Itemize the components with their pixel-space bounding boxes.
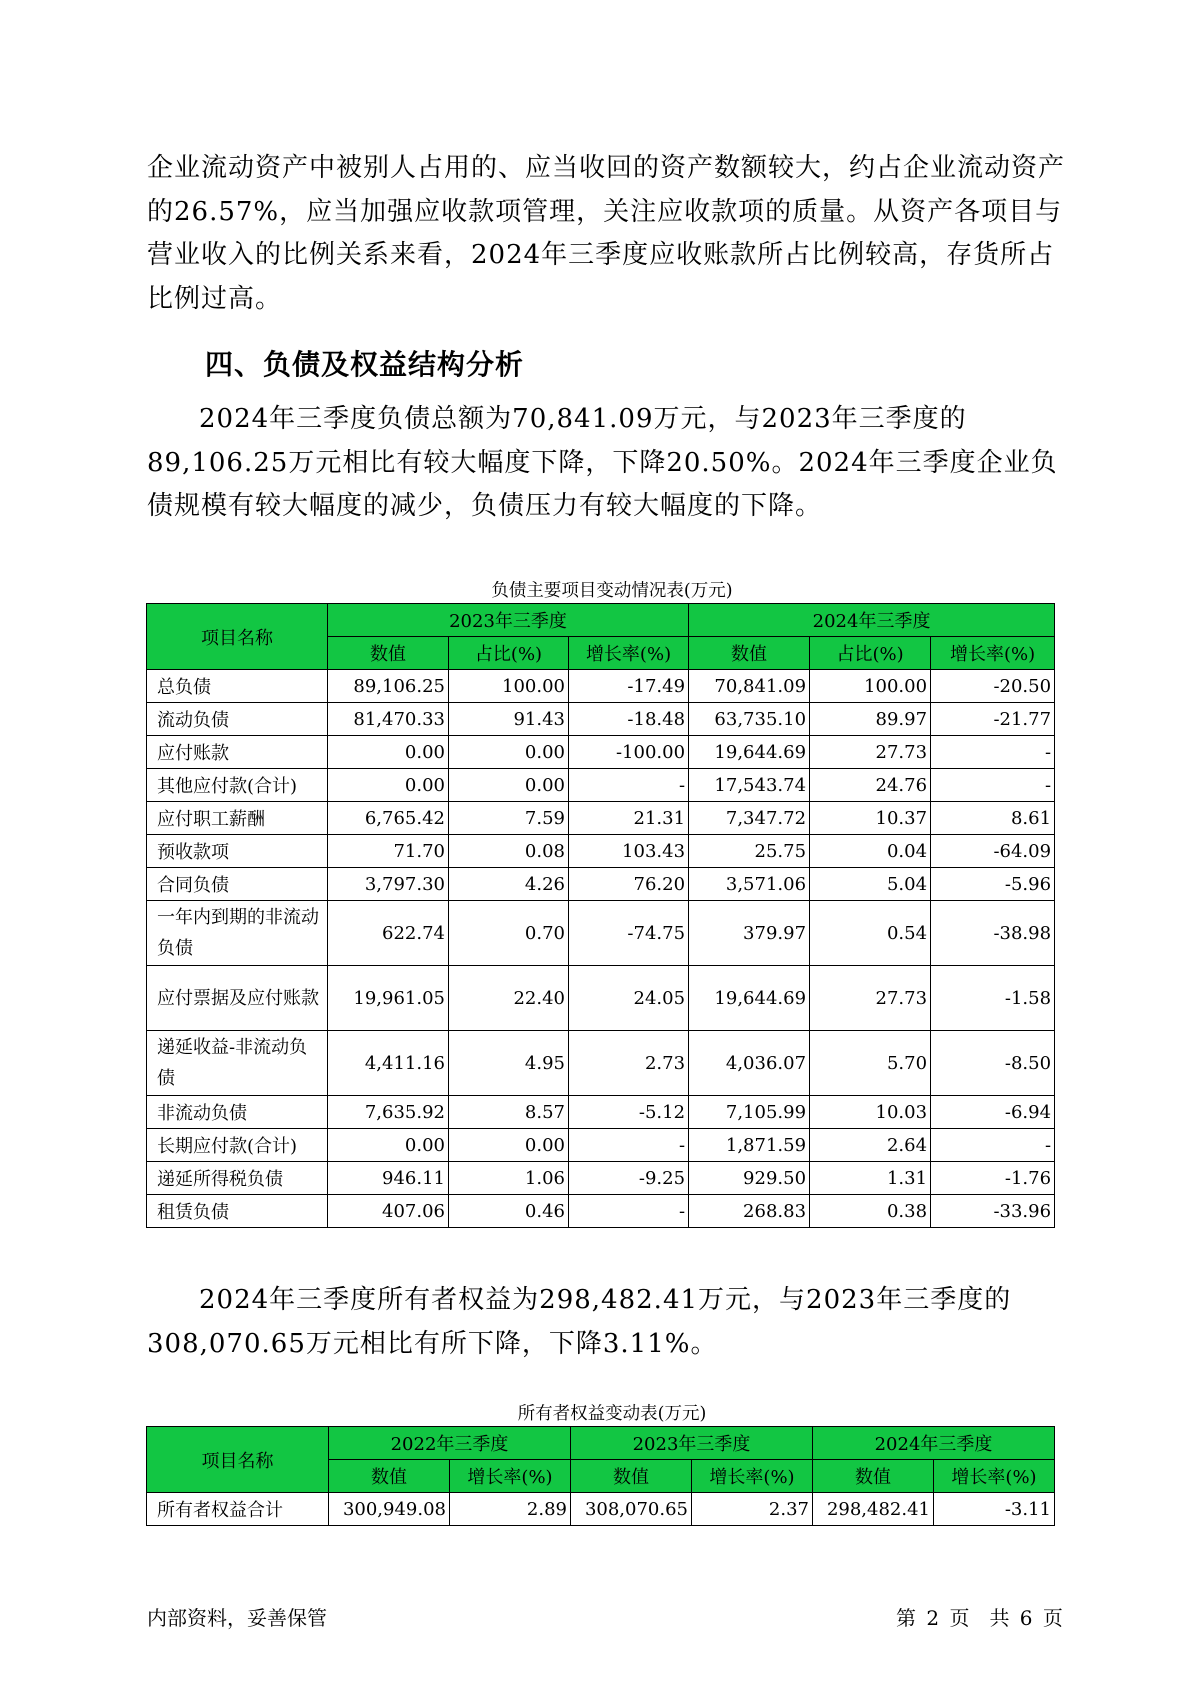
row-value-cell: 89.97	[810, 703, 931, 736]
liability-table-row	[147, 670, 1055, 703]
row-value-cell: -5.96	[931, 868, 1055, 901]
row-value-cell: 0.00	[328, 769, 449, 802]
row-value-cell: 308,070.65	[571, 1493, 692, 1526]
liability-table-caption: 负债主要项目变动情况表(万元)	[491, 581, 733, 601]
liability-table-row	[147, 966, 1055, 1031]
row-value-cell: 298,482.41	[813, 1493, 934, 1526]
row-value-cell: 8.61	[931, 802, 1055, 835]
sub-header: 数值	[689, 637, 810, 670]
row-value-cell: 300,949.08	[329, 1493, 450, 1526]
row-value-cell: 0.00	[449, 736, 569, 769]
row-value-cell: -17.49	[569, 670, 689, 703]
section-heading: 四、负债及权益结构分析	[205, 348, 525, 381]
equity-table-row	[147, 1493, 1055, 1526]
period-header-2023: 2023年三季度	[571, 1427, 813, 1460]
row-value-cell: -18.48	[569, 703, 689, 736]
footer-confidential-note: 内部资料，妥善保管	[147, 1606, 327, 1630]
row-item-name: 长期应付款(合计)	[147, 1129, 328, 1162]
sub-header: 增长率(%)	[569, 637, 689, 670]
sub-header: 占比(%)	[449, 637, 569, 670]
liability-table-row	[147, 802, 1055, 835]
equity-table-caption: 所有者权益变动表(万元)	[517, 1404, 707, 1424]
liability-table-row	[147, 1031, 1055, 1096]
row-value-cell: -20.50	[931, 670, 1055, 703]
row-value-cell: 27.73	[810, 966, 931, 1031]
row-value-cell: 4,036.07	[689, 1031, 810, 1096]
row-value-cell: 100.00	[810, 670, 931, 703]
liability-paragraph: 2024年三季度负债总额为70,841.09万元，与2023年三季度的89,106.25万元相比有较大幅度下降，下降20.50%。2024年三季度企业负债规模有较大幅度的减少，负债压力有较大幅度的下降。	[147, 404, 1058, 521]
row-item-name: 所有者权益合计	[147, 1493, 329, 1526]
row-value-cell: 0.54	[810, 901, 931, 966]
row-value-cell: 4,411.16	[328, 1031, 449, 1096]
liability-table	[146, 603, 1055, 1228]
row-value-cell: 0.00	[328, 1129, 449, 1162]
row-value-cell: 7.59	[449, 802, 569, 835]
period-header-2023: 2023年三季度	[328, 604, 689, 637]
row-value-cell: 0.46	[449, 1195, 569, 1228]
row-value-cell: 17,543.74	[689, 769, 810, 802]
row-value-cell: 7,635.92	[328, 1096, 449, 1129]
row-value-cell: -	[569, 1195, 689, 1228]
row-value-cell: 1,871.59	[689, 1129, 810, 1162]
row-value-cell: 71.70	[328, 835, 449, 868]
row-value-cell: 7,105.99	[689, 1096, 810, 1129]
period-header-2024: 2024年三季度	[813, 1427, 1055, 1460]
row-value-cell: -33.96	[931, 1195, 1055, 1228]
row-value-cell: 3,571.06	[689, 868, 810, 901]
row-value-cell: 6,765.42	[328, 802, 449, 835]
row-value-cell: -64.09	[931, 835, 1055, 868]
liability-table-row	[147, 868, 1055, 901]
row-value-cell: -38.98	[931, 901, 1055, 966]
row-value-cell: 0.00	[328, 736, 449, 769]
sub-header: 数值	[328, 637, 449, 670]
row-item-name: 递延所得税负债	[147, 1162, 328, 1195]
row-value-cell: 76.20	[569, 868, 689, 901]
row-item-name: 非流动负债	[147, 1096, 328, 1129]
intro-paragraph: 企业流动资产中被别人占用的、应当收回的资产数额较大，约占企业流动资产的26.57%，应当加强应收款项管理，关注应收款项的质量。从资产各项目与营业收入的比例关系来看，2024年三季度应收账款所占比例较高，存货所占比例过高。	[147, 153, 1066, 314]
sub-header: 增长率(%)	[931, 637, 1055, 670]
row-value-cell: 89,106.25	[328, 670, 449, 703]
row-value-cell: 379.97	[689, 901, 810, 966]
sub-header: 增长率(%)	[692, 1460, 813, 1493]
sub-header: 增长率(%)	[450, 1460, 571, 1493]
row-value-cell: 268.83	[689, 1195, 810, 1228]
row-value-cell: 5.70	[810, 1031, 931, 1096]
equity-paragraph: 2024年三季度所有者权益为298,482.41万元，与2023年三季度的308,070.65万元相比有所下降，下降3.11%。	[147, 1285, 1012, 1359]
row-value-cell: 19,961.05	[328, 966, 449, 1031]
row-value-cell: -1.58	[931, 966, 1055, 1031]
row-value-cell: 0.00	[449, 769, 569, 802]
row-value-cell: 0.70	[449, 901, 569, 966]
row-value-cell: 946.11	[328, 1162, 449, 1195]
row-value-cell: -21.77	[931, 703, 1055, 736]
row-value-cell: 19,644.69	[689, 966, 810, 1031]
row-value-cell: 10.03	[810, 1096, 931, 1129]
row-value-cell: -	[931, 736, 1055, 769]
row-item-name: 租赁负债	[147, 1195, 328, 1228]
row-value-cell: 24.05	[569, 966, 689, 1031]
row-value-cell: 81,470.33	[328, 703, 449, 736]
footer-page-number: 第 2 页 共 6 页	[896, 1606, 1063, 1630]
row-value-cell: 63,735.10	[689, 703, 810, 736]
row-value-cell: -	[931, 769, 1055, 802]
liability-table-row	[147, 835, 1055, 868]
row-value-cell: 3,797.30	[328, 868, 449, 901]
row-value-cell: 91.43	[449, 703, 569, 736]
liability-table-row	[147, 703, 1055, 736]
row-value-cell: 0.00	[449, 1129, 569, 1162]
row-value-cell: -8.50	[931, 1031, 1055, 1096]
row-value-cell: -3.11	[934, 1493, 1055, 1526]
row-value-cell: 5.04	[810, 868, 931, 901]
row-value-cell: 24.76	[810, 769, 931, 802]
row-item-name: 总负债	[147, 670, 328, 703]
period-header-2024: 2024年三季度	[689, 604, 1055, 637]
row-item-name: 其他应付款(合计)	[147, 769, 328, 802]
period-header-2022: 2022年三季度	[329, 1427, 571, 1460]
sub-header: 占比(%)	[810, 637, 931, 670]
row-item-name: 一年内到期的非流动负债	[147, 901, 328, 966]
row-item-name: 合同负债	[147, 868, 328, 901]
row-value-cell: 2.73	[569, 1031, 689, 1096]
liability-table-row	[147, 769, 1055, 802]
sub-header: 数值	[813, 1460, 934, 1493]
row-value-cell: 0.04	[810, 835, 931, 868]
row-value-cell: 1.31	[810, 1162, 931, 1195]
row-item-name: 预收款项	[147, 835, 328, 868]
row-value-cell: 7,347.72	[689, 802, 810, 835]
row-value-cell: 27.73	[810, 736, 931, 769]
row-value-cell: 4.26	[449, 868, 569, 901]
row-value-cell: 929.50	[689, 1162, 810, 1195]
row-item-name: 应付账款	[147, 736, 328, 769]
row-value-cell: 25.75	[689, 835, 810, 868]
row-value-cell: -100.00	[569, 736, 689, 769]
row-value-cell: 2.64	[810, 1129, 931, 1162]
liability-table-row	[147, 901, 1055, 966]
row-value-cell: -5.12	[569, 1096, 689, 1129]
row-value-cell: 2.37	[692, 1493, 813, 1526]
row-value-cell: 21.31	[569, 802, 689, 835]
row-value-cell: 2.89	[450, 1493, 571, 1526]
row-value-cell: -1.76	[931, 1162, 1055, 1195]
row-value-cell: 407.06	[328, 1195, 449, 1228]
row-value-cell: 103.43	[569, 835, 689, 868]
row-value-cell: -74.75	[569, 901, 689, 966]
row-value-cell: -	[569, 1129, 689, 1162]
row-value-cell: -6.94	[931, 1096, 1055, 1129]
row-value-cell: 10.37	[810, 802, 931, 835]
row-value-cell: 1.06	[449, 1162, 569, 1195]
row-value-cell: 19,644.69	[689, 736, 810, 769]
row-value-cell: 70,841.09	[689, 670, 810, 703]
row-value-cell: -	[569, 769, 689, 802]
row-value-cell: 622.74	[328, 901, 449, 966]
item-name-header: 项目名称	[147, 1427, 329, 1493]
row-item-name: 应付职工薪酬	[147, 802, 328, 835]
row-value-cell: 8.57	[449, 1096, 569, 1129]
liability-table-row	[147, 1096, 1055, 1129]
row-value-cell: 4.95	[449, 1031, 569, 1096]
liability-table-row	[147, 1129, 1055, 1162]
row-value-cell: 0.08	[449, 835, 569, 868]
row-value-cell: -9.25	[569, 1162, 689, 1195]
row-value-cell: 100.00	[449, 670, 569, 703]
row-value-cell: 0.38	[810, 1195, 931, 1228]
liability-table-row	[147, 736, 1055, 769]
sub-header: 数值	[571, 1460, 692, 1493]
sub-header: 数值	[329, 1460, 450, 1493]
liability-table-row	[147, 1195, 1055, 1228]
row-item-name: 流动负债	[147, 703, 328, 736]
row-item-name: 递延收益-非流动负债	[147, 1031, 328, 1096]
liability-table-row	[147, 1162, 1055, 1195]
item-name-header: 项目名称	[147, 604, 328, 670]
equity-table	[146, 1426, 1055, 1526]
sub-header: 增长率(%)	[934, 1460, 1055, 1493]
row-value-cell: 22.40	[449, 966, 569, 1031]
row-value-cell: -	[931, 1129, 1055, 1162]
row-item-name: 应付票据及应付账款	[147, 966, 328, 1031]
